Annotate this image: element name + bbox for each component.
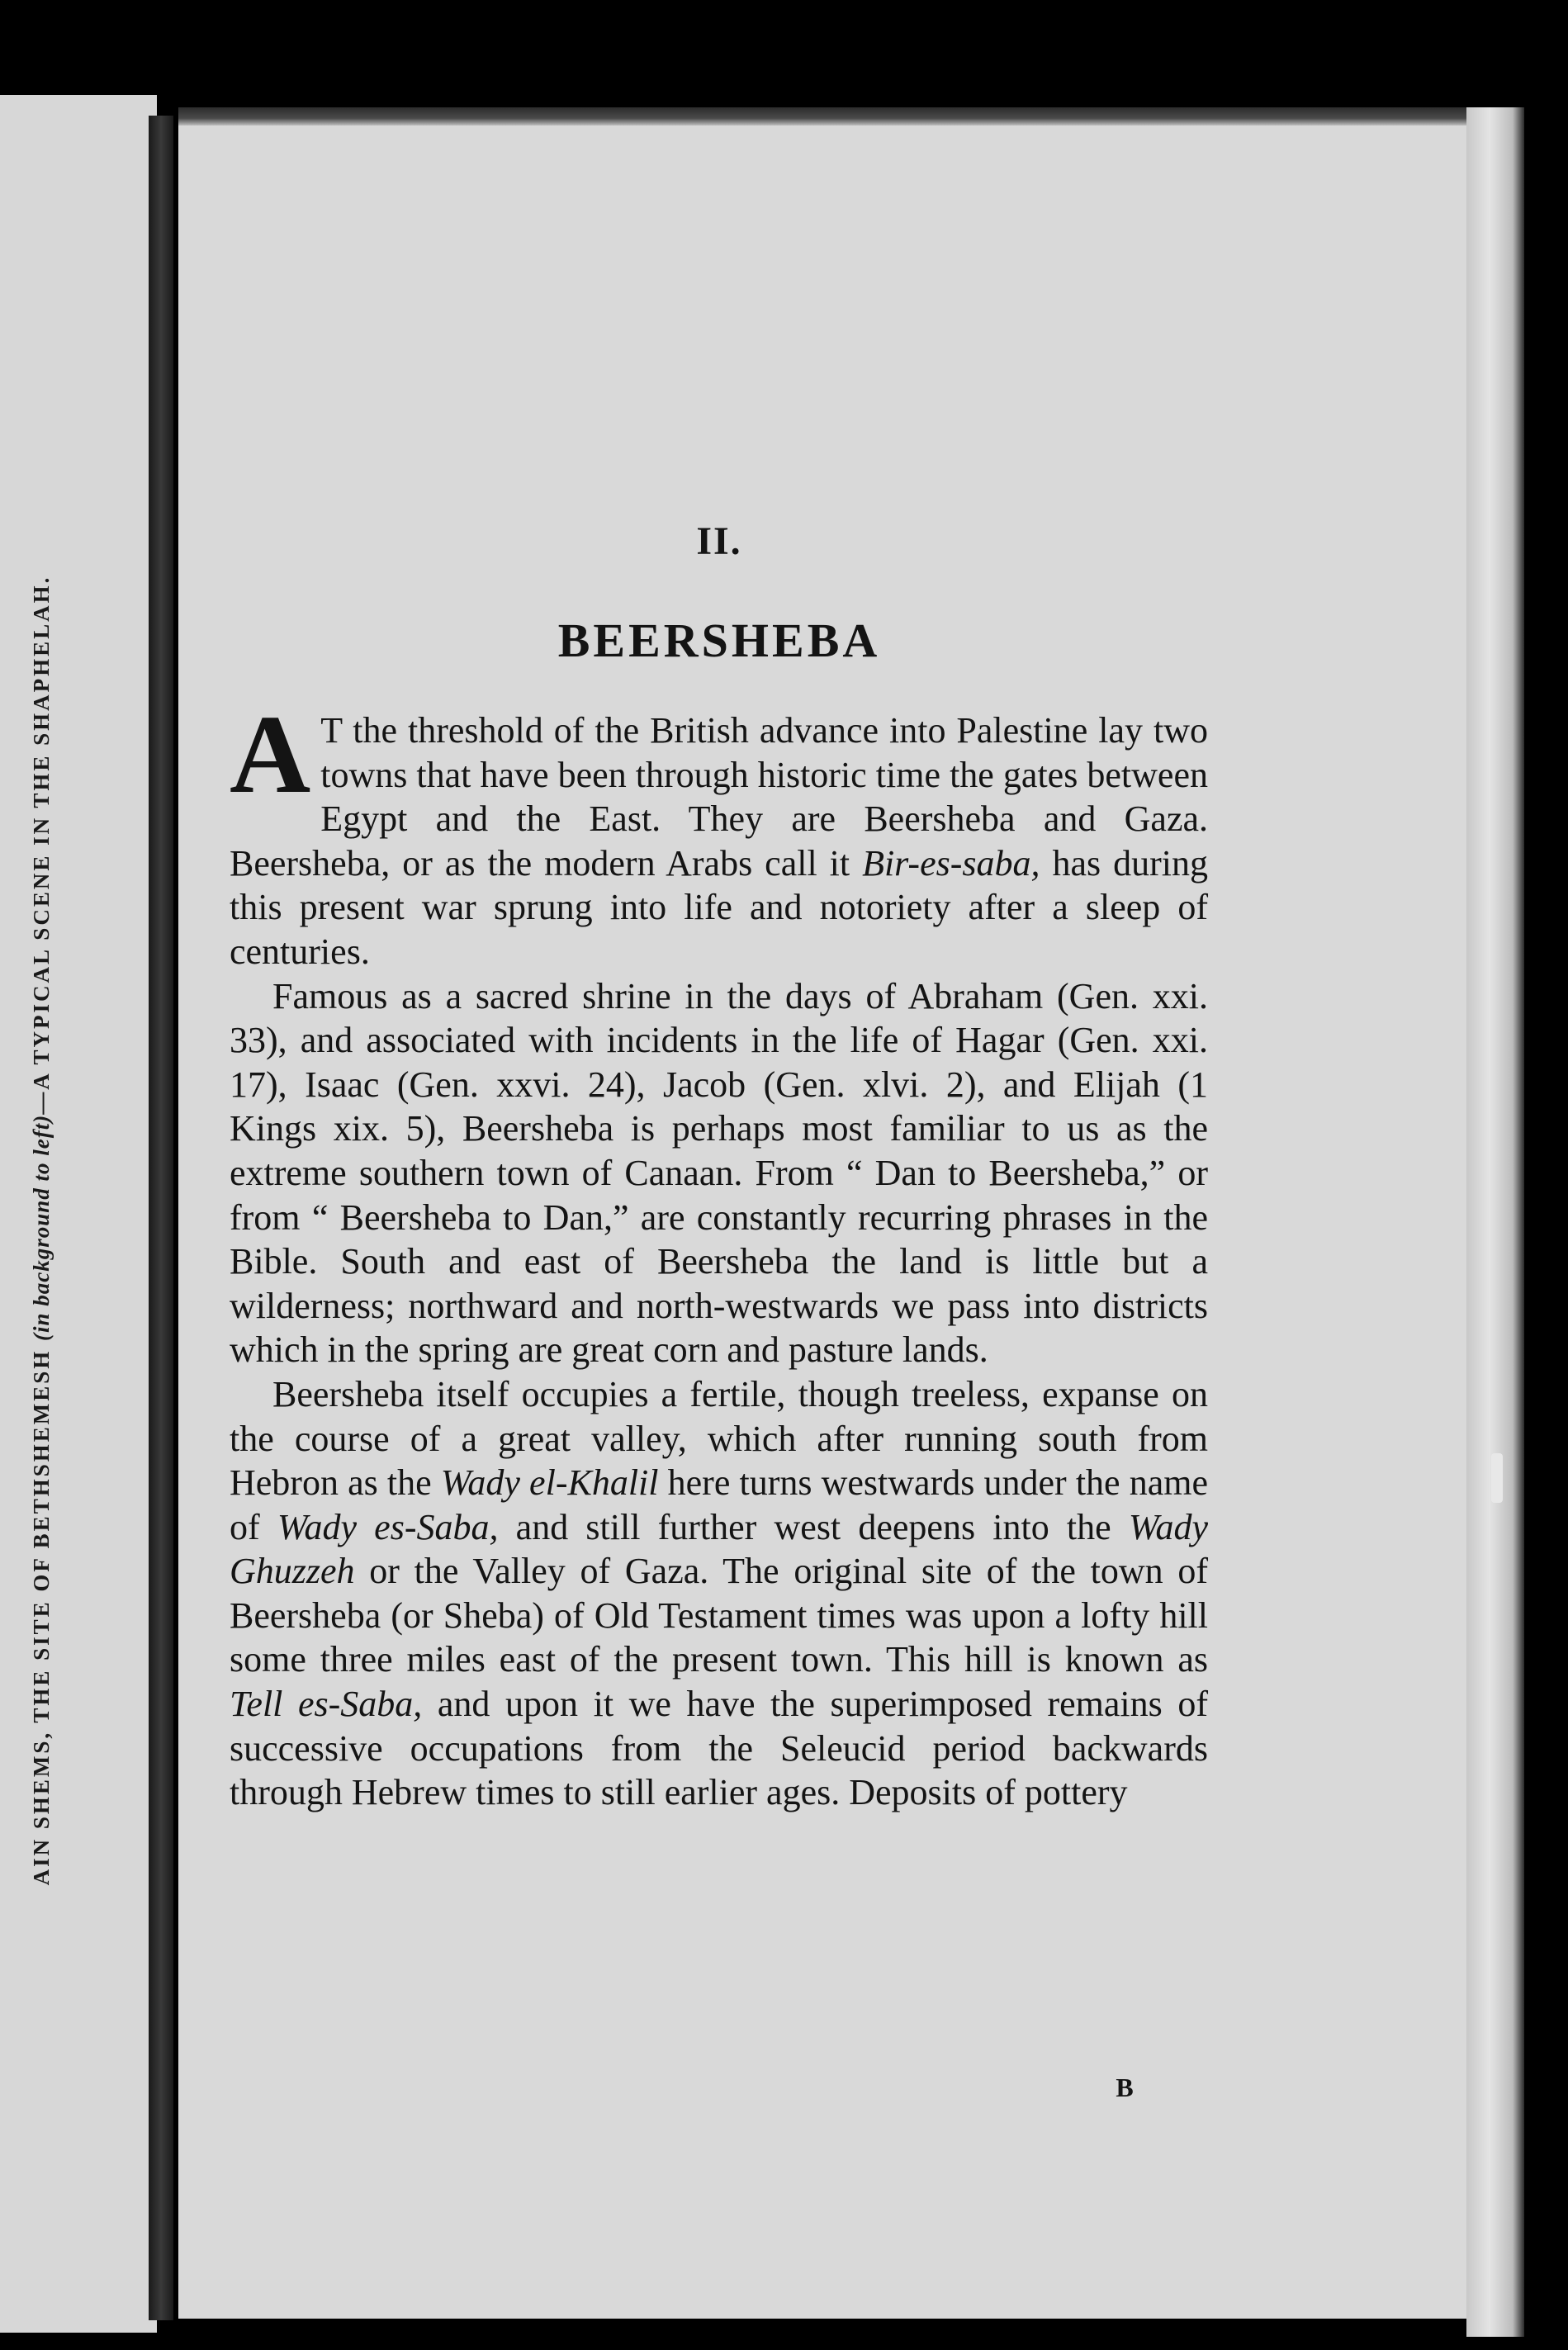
page-right-edge — [1466, 107, 1524, 2337]
paragraph-2: Famous as a sacred shrine in the days of Abraham (Gen. xxi. 33), and associated with incidents in the life of Hagar (Gen. xxi. 17), Isaac (Gen. xxvi. 24), Jacob (Gen. xlvi. 2), and Elijah (1 Kings xix. 5), Beersheba is perhaps most familiar to us as the extreme southern town of Canaan. From “ Dan to Beersheba,” or from “ Beersheba to Dan,” are constantly recurring phrases in the Bible. South and east of Beersheba the land is little but a wilderness; northward and north-westwards we pass into districts which in the spring are great corn and pasture lands. — [230, 975, 1208, 1371]
p3-text-1: Beersheba itself occupies a fertile, though treeless, expanse on the course of a great valley, which after running south from Hebron as the — [230, 1373, 1208, 1504]
page-top-edge — [178, 107, 1499, 126]
plate-caption-area — [0, 495, 83, 1965]
p3-italic-1: Wady el-Khalil — [440, 1462, 659, 1504]
p3-text-4: or the Valley of Gaza. The original site of the town of Beersheba (or Sheba) of Old Testament times was upon a lofty hill some three miles east of the present town. This hill is known as — [230, 1551, 1208, 1680]
p3-italic-3: Wady Ghuzzeh — [230, 1506, 1208, 1592]
caption-text-italic: (in background to left) — [29, 1114, 54, 1341]
p1-text-2: has during this present war sprung into life and notoriety after a sleep of centuries. — [230, 842, 1208, 972]
p3-text-3: and still further west deepens into the — [498, 1506, 1129, 1547]
chapter-title: BEERSHEBA — [557, 614, 881, 667]
paragraph-1 — [230, 693, 1208, 974]
book-gutter — [149, 116, 173, 2320]
p1-italic-1: Bir-es-saba, — [862, 842, 1040, 884]
p3-text-5: and upon it we have the superimposed remains of successive occupations from the Seleucid period backwards through Hebrew times to still earlier ages. Deposits of pottery — [230, 1684, 1209, 1813]
caption-text-after: —A TYPICAL SCENE IN THE SHAPHELAH. — [29, 575, 54, 1115]
p3-italic-4: Tell es-Saba, — [230, 1684, 423, 1725]
caption-text-before: AIN SHEMS, THE SITE OF BETHSHEMESH — [29, 1348, 54, 1886]
chapter-number: II. — [696, 519, 742, 563]
p3-text-2: here turns westwards under the name of — [230, 1462, 1208, 1547]
p3-italic-2: Wady es-Saba, — [277, 1506, 499, 1547]
body-text — [230, 693, 1209, 1815]
plate-caption — [25, 495, 58, 1965]
signature-mark: B — [1116, 2073, 1134, 2102]
p1-text-1: T the threshold of the British advance into Palestine lay two towns that have been through historic time the gates between Egypt and the East. They are Beersheba and Gaza. Beersheba, or as the modern Arabs call it — [230, 710, 1208, 884]
page-clip-mark — [1491, 1453, 1503, 1503]
drop-cap: A — [230, 693, 311, 817]
paragraph-3 — [230, 1372, 1208, 1815]
